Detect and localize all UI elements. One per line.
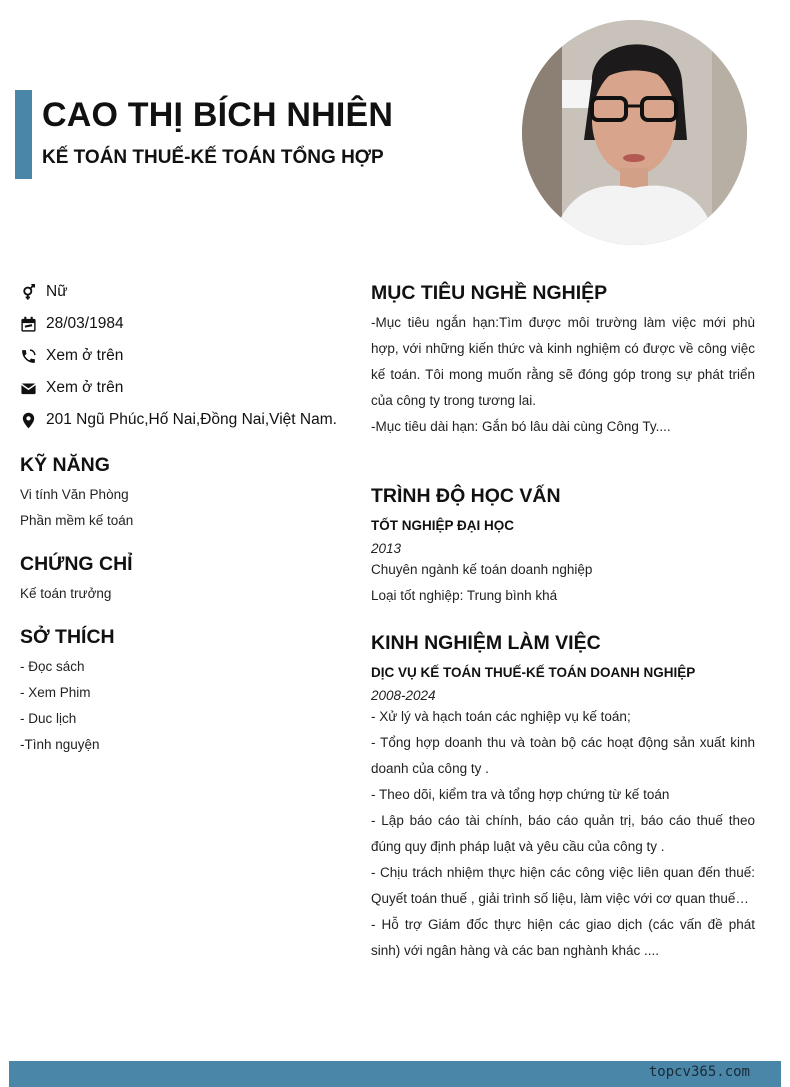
location-icon xyxy=(20,412,37,429)
certificates-section xyxy=(20,553,350,607)
job-title: KẾ TOÁN THUẾ-KẾ TOÁN TỔNG HỢP xyxy=(42,147,384,168)
email-value: Xem ở trên xyxy=(46,379,124,396)
experience-duty: - Chịu trách nhiệm thực hiện các công việc liên quan đến thuế: Quyết toán thuế , giải trình số liệu, làm việc với cơ quan thuế… xyxy=(371,865,755,906)
contact-phone xyxy=(20,340,350,372)
education-degree: TỐT NGHIỆP ĐẠI HỌC xyxy=(371,518,515,533)
address-value: 201 Ngũ Phúc,Hố Nai,Đồng Nai,Việt Nam. xyxy=(46,411,337,428)
certificates-title: CHỨNG CHỈ xyxy=(20,553,133,575)
hobbies-section xyxy=(20,626,350,758)
experience-period: 2008-2024 xyxy=(371,688,436,703)
candidate-name: CAO THỊ BÍCH NHIÊN xyxy=(42,96,394,134)
objective-long-term: -Mục tiêu dài hạn: Gắn bó lâu dài cùng Công Ty.... xyxy=(371,419,671,434)
contact-birthday xyxy=(20,308,350,340)
avatar xyxy=(522,20,747,245)
certificate-item: Kế toán trưởng xyxy=(20,586,112,601)
phone-value: Xem ở trên xyxy=(46,347,124,364)
hobby-item: - Xem Phim xyxy=(20,685,91,700)
objective-short-term: -Mục tiêu ngắn hạn:Tìm được môi trường làm việc mới phù hợp, với những kiến thức và kinh nghiệm có được về công việc kế toán. Tôi mong muốn rằng sẽ đóng góp trong sự phát triển của công ty trong tương lai. xyxy=(371,315,755,408)
experience-title: KINH NGHIỆM LÀM VIỆC xyxy=(371,632,601,654)
experience-duty: - Lập báo cáo tài chính, báo cáo quản trị, báo cáo thuế theo đúng quy định pháp luật và yêu cầu của công ty . xyxy=(371,813,755,854)
education-year: 2013 xyxy=(371,541,402,556)
contact-address xyxy=(20,404,350,436)
hobby-item: - Duc lịch xyxy=(20,711,77,726)
skills-title: KỸ NĂNG xyxy=(20,454,110,476)
header-accent-bar xyxy=(15,90,32,179)
education-title: TRÌNH ĐỘ HỌC VẤN xyxy=(371,485,561,507)
gender-value: Nữ xyxy=(46,283,68,300)
experience-duty: - Xử lý và hạch toán các nghiệp vụ kế toán; xyxy=(371,709,631,724)
gender-icon xyxy=(20,284,37,301)
education-classification: Loại tốt nghiệp: Trung bình khá xyxy=(371,588,558,603)
skill-item: Vi tính Văn Phòng xyxy=(20,487,129,502)
education-section xyxy=(371,485,755,609)
birthday-value: 28/03/1984 xyxy=(46,315,124,332)
objective-section xyxy=(371,282,755,440)
calendar-icon xyxy=(20,316,37,333)
education-major: Chuyên ngành kế toán doanh nghiệp xyxy=(371,562,593,577)
hobby-item: -Tình nguyện xyxy=(20,737,100,752)
hobby-item: - Đọc sách xyxy=(20,659,85,674)
footer-bar xyxy=(9,1061,781,1087)
objective-title: MỤC TIÊU NGHỀ NGHIỆP xyxy=(371,282,608,304)
experience-company: DỊC VỤ KẾ TOÁN THUẾ-KẾ TOÁN DOANH NGHIỆP xyxy=(371,665,696,680)
skills-section xyxy=(20,454,350,534)
experience-duty: - Hỗ trợ Giám đốc thực hiện các giao dịch (các vấn đề phát sinh) với ngân hàng và các ban nghành khác .... xyxy=(371,917,755,958)
footer-watermark: topcv365.com xyxy=(648,1064,750,1080)
contact-info xyxy=(20,276,350,436)
hobbies-title: SỞ THÍCH xyxy=(20,626,115,648)
contact-gender xyxy=(20,276,350,308)
experience-duty: - Theo dõi, kiểm tra và tổng hợp chứng từ kế toán xyxy=(371,787,670,802)
email-icon xyxy=(20,380,37,397)
phone-icon xyxy=(20,348,37,365)
experience-duty: - Tổng hợp doanh thu và toàn bộ các hoạt động sản xuất kinh doanh của công ty . xyxy=(371,735,755,776)
contact-email xyxy=(20,372,350,404)
skill-item: Phần mềm kế toán xyxy=(20,513,134,528)
experience-section xyxy=(371,632,755,964)
